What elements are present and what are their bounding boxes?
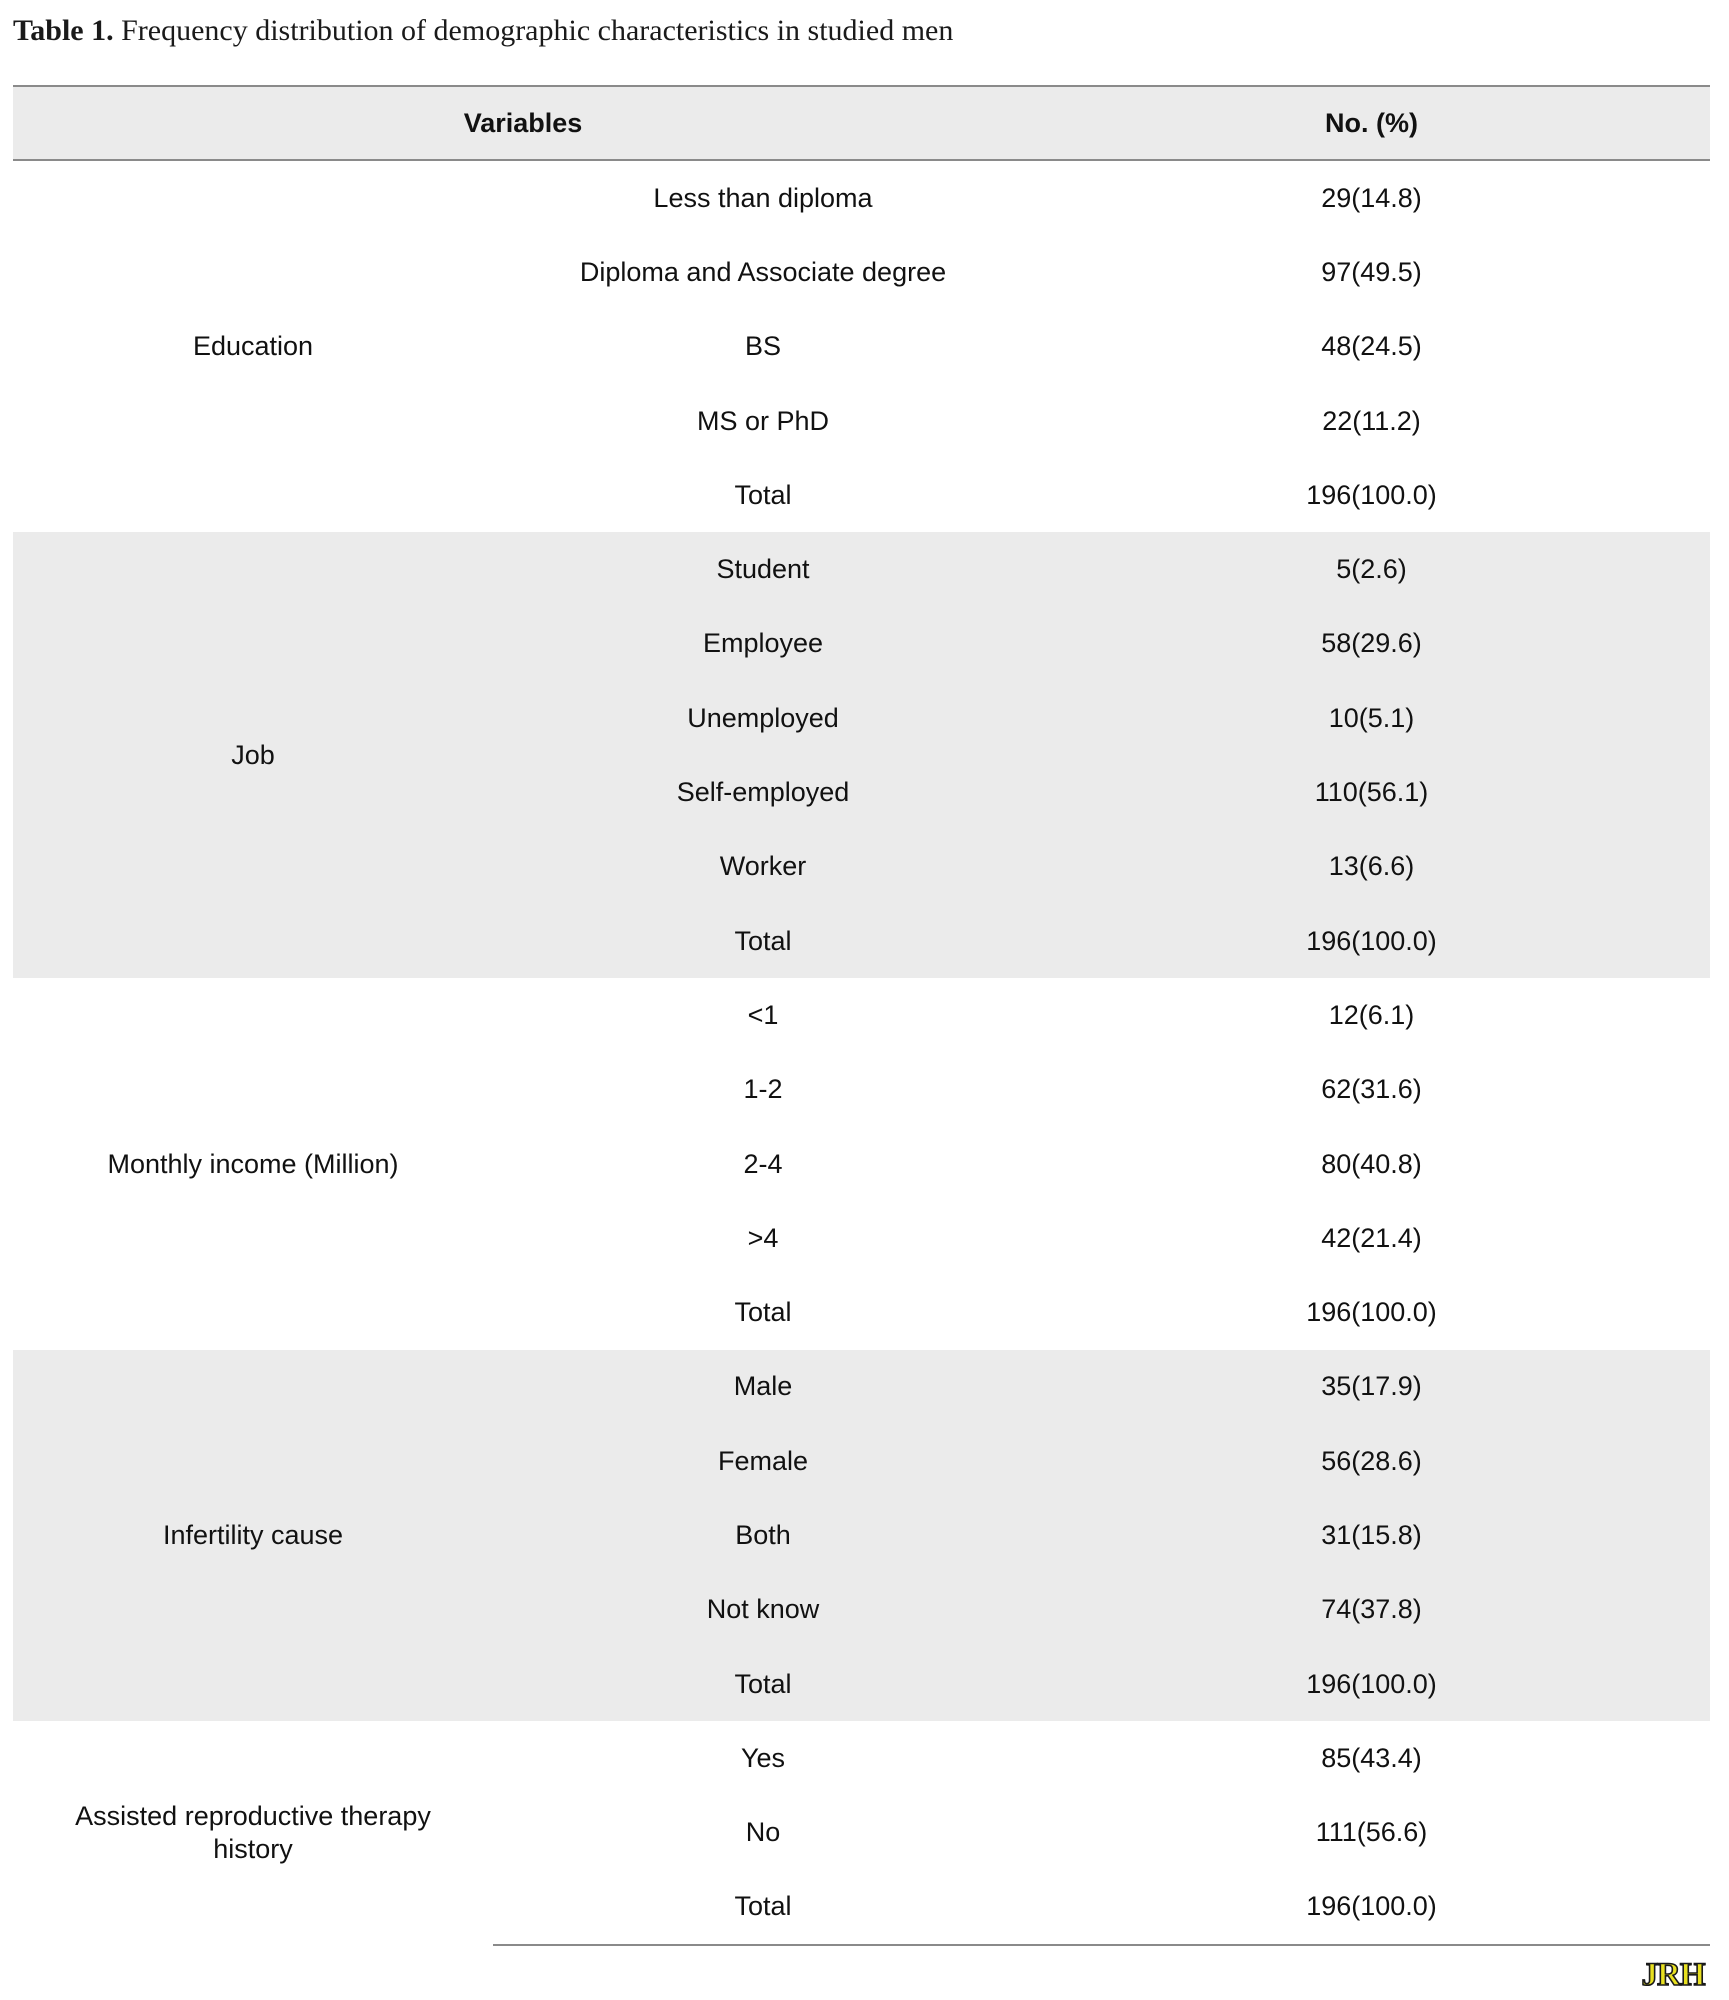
value-cell: 196(100.0) [1306, 925, 1437, 956]
value-cell: 58(29.6) [1321, 628, 1422, 659]
value-cell: 5(2.6) [1336, 554, 1407, 585]
table-row [13, 978, 1710, 1052]
category-cell: Both [735, 1519, 791, 1550]
value-cell: 29(14.8) [1321, 182, 1422, 213]
value-cell: 110(56.1) [1314, 777, 1429, 808]
group-label: Job [231, 739, 275, 770]
category-cell: Total [734, 1668, 792, 1699]
caption-text: Frequency distribution of demographic characteristics in studied men [121, 14, 954, 47]
value-cell: 10(5.1) [1328, 702, 1415, 733]
value-cell: 196(100.0) [1306, 1668, 1437, 1699]
category-cell: Worker [719, 851, 807, 882]
value-cell: 97(49.5) [1321, 256, 1422, 287]
category-cell: Employee [702, 628, 824, 659]
category-cell: Female [717, 1445, 809, 1476]
group-label: Education [192, 331, 314, 362]
category-cell: Total [493, 1870, 1033, 1945]
category-cell: Less than diploma [653, 182, 873, 213]
category-cell: Diploma and Associate degree [579, 256, 947, 287]
group-label: Monthly income (Million) [107, 1148, 399, 1179]
header-variables: Variables [13, 86, 1033, 160]
table-header [13, 86, 1710, 160]
value-cell: 85(43.4) [1321, 1742, 1422, 1773]
category-cell: Male [733, 1371, 793, 1402]
table-row [13, 1350, 1710, 1424]
demographics-table [13, 85, 1710, 1946]
category-cell: <1 [747, 999, 779, 1030]
category-cell: >4 [747, 1222, 779, 1253]
category-cell: Total [734, 479, 792, 510]
group-label: Assisted reproductive therapy history [75, 1801, 431, 1865]
category-cell: Total [734, 1297, 792, 1328]
value-cell: 196(100.0) [1306, 479, 1437, 510]
value-cell: 196(100.0) [1306, 1297, 1437, 1328]
category-cell: 2-4 [743, 1148, 783, 1179]
table-body [13, 160, 1710, 1945]
category-cell: Not know [706, 1594, 820, 1625]
value-cell: 48(24.5) [1321, 331, 1422, 362]
table-row [13, 1721, 1710, 1795]
category-cell: Unemployed [687, 702, 839, 733]
category-cell: BS [744, 331, 782, 362]
logo-text: JRH [1641, 1957, 1705, 1990]
category-cell: Student [716, 554, 810, 585]
value-cell: 22(11.2) [1322, 405, 1421, 436]
value-cell: 196(100.0) [1033, 1870, 1710, 1945]
value-cell: 42(21.4) [1321, 1222, 1422, 1253]
value-cell: 74(37.8) [1321, 1594, 1422, 1625]
category-cell: Yes [740, 1742, 786, 1773]
category-cell: Total [734, 925, 792, 956]
header-row [13, 86, 1710, 160]
value-cell: 31(15.8) [1321, 1519, 1422, 1550]
table-row [13, 160, 1710, 235]
group-label: Infertility cause [162, 1519, 344, 1550]
category-cell: MS or PhD [696, 405, 830, 436]
value-cell: 62(31.6) [1321, 1074, 1422, 1105]
value-cell: 12(6.1) [1328, 999, 1415, 1030]
value-cell: 56(28.6) [1321, 1445, 1422, 1476]
value-cell: 111(56.6) [1315, 1817, 1428, 1848]
category-cell: 1-2 [743, 1074, 783, 1105]
caption-label: Table 1. [13, 14, 114, 47]
category-cell: Self-employed [676, 777, 850, 808]
table-caption [13, 14, 953, 48]
value-cell: 35(17.9) [1321, 1371, 1422, 1402]
value-cell: 13(6.6) [1328, 851, 1415, 882]
category-cell: No [745, 1817, 781, 1848]
value-cell: 80(40.8) [1321, 1148, 1422, 1179]
jrh-logo [1623, 1956, 1723, 1990]
table-row [13, 532, 1710, 606]
header-count: No. (%) [1033, 86, 1710, 160]
